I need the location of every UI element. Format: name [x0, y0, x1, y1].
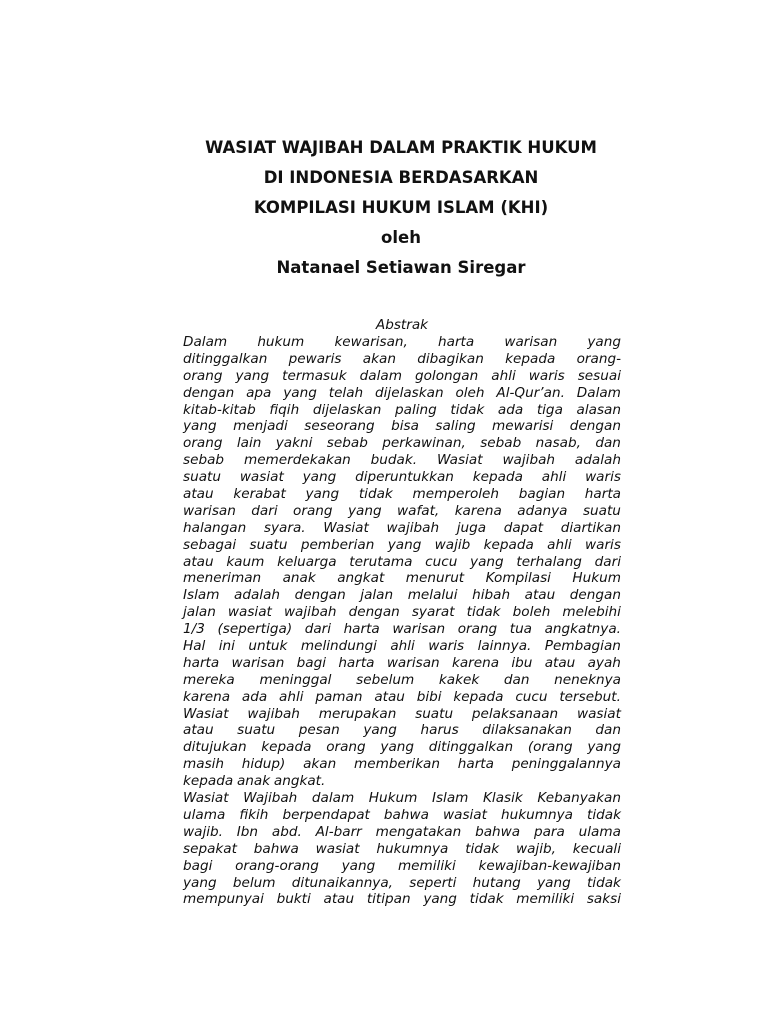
body-line: atau suatu pesan yang harus dilaksanakan dan — [183, 722, 621, 739]
body-line: ditujukan kepada orang yang ditinggalkan (orang yang — [183, 739, 621, 756]
body-line: Hal ini untuk melindungi ahli waris lainnya. Pembagian — [183, 638, 621, 655]
body-line: dengan apa yang telah dijelaskan oleh Al-Qur’an. Dalam — [183, 384, 621, 401]
abstract-heading: Abstrak — [375, 317, 429, 333]
body-line: harta warisan bagi harta warisan karena ibu atau ayah — [183, 654, 621, 671]
body-line: mereka meninggal sebelum kakek dan neneknya — [183, 671, 621, 688]
body-line: yang menjadi seseorang bisa saling mewarisi dengan — [183, 418, 621, 435]
body-line: mempunyai bukti atau titipan yang tidak memiliki saksi — [183, 891, 621, 908]
abstract-body — [183, 334, 621, 908]
body-line: sebagai suatu pemberian yang wajib kepada ahli waris — [183, 536, 621, 553]
body-line: Dalam hukum kewarisan, harta warisan yang — [183, 334, 621, 350]
body-line: Wasiat Wajibah dalam Hukum Islam Klasik Kebanyakan — [183, 790, 621, 807]
body-line: atau kerabat yang tidak memperoleh bagian harta — [183, 486, 621, 503]
title-line-3: KOMPILASI HUKUM ISLAM (KHI) — [253, 198, 549, 217]
by-label: oleh — [381, 228, 421, 247]
body-line: suatu wasiat yang diperuntukkan kepada ahli waris — [183, 469, 621, 486]
body-line: masih hidup) akan memberikan harta peninggalannya — [183, 756, 621, 773]
body-line: ditinggalkan pewaris akan dibagikan kepada orang- — [183, 350, 621, 367]
body-line: jalan wasiat wajibah dengan syarat tidak boleh melebihi — [183, 604, 621, 621]
body-line: warisan dari orang yang wafat, karena adanya suatu — [183, 502, 621, 519]
title-line-1: WASIAT WAJIBAH DALAM PRAKTIK HUKUM — [205, 138, 597, 157]
body-line: halangan syara. Wasiat wajibah juga dapat diartikan — [183, 519, 621, 536]
body-line: Wasiat wajibah merupakan suatu pelaksanaan wasiat — [183, 705, 621, 722]
body-line: 1/3 (sepertiga) dari harta warisan orang tua angkatnya. — [183, 621, 621, 638]
body-line: bagi orang-orang yang memiliki kewajiban-kewajiban — [183, 857, 621, 874]
body-line: Islam adalah dengan jalan melalui hibah atau dengan — [183, 587, 621, 604]
title-block — [150, 133, 652, 283]
body-line: ulama fikih berpendapat bahwa wasiat hukumnya tidak — [183, 806, 621, 823]
body-line: sebab memerdekakan budak. Wasiat wajibah adalah — [183, 452, 621, 469]
body-line: kitab-kitab fiqih dijelaskan paling tidak ada tiga alasan — [183, 401, 621, 418]
body-line: orang lain yakni sebab perkawinan, sebab nasab, dan — [183, 435, 621, 452]
body-line: sepakat bahwa wasiat hukumnya tidak wajib, kecuali — [183, 840, 621, 857]
body-line: meneriman anak angkat menurut Kompilasi Hukum — [183, 570, 621, 587]
body-line: yang belum ditunaikannya, seperti hutang yang tidak — [183, 874, 621, 891]
body-line: orang yang termasuk dalam golongan ahli waris sesuai — [183, 367, 621, 384]
body-line: atau kaum keluarga terutama cucu yang terhalang dari — [183, 553, 621, 570]
body-line: karena ada ahli paman atau bibi kepada cucu tersebut. — [183, 688, 621, 705]
body-line: kepada anak angkat. — [183, 773, 326, 790]
author-name: Natanael Setiawan Siregar — [276, 258, 526, 277]
body-line: wajib. Ibn abd. Al-barr mengatakan bahwa para ulama — [183, 823, 621, 840]
title-line-2: DI INDONESIA BERDASARKAN — [263, 168, 539, 187]
